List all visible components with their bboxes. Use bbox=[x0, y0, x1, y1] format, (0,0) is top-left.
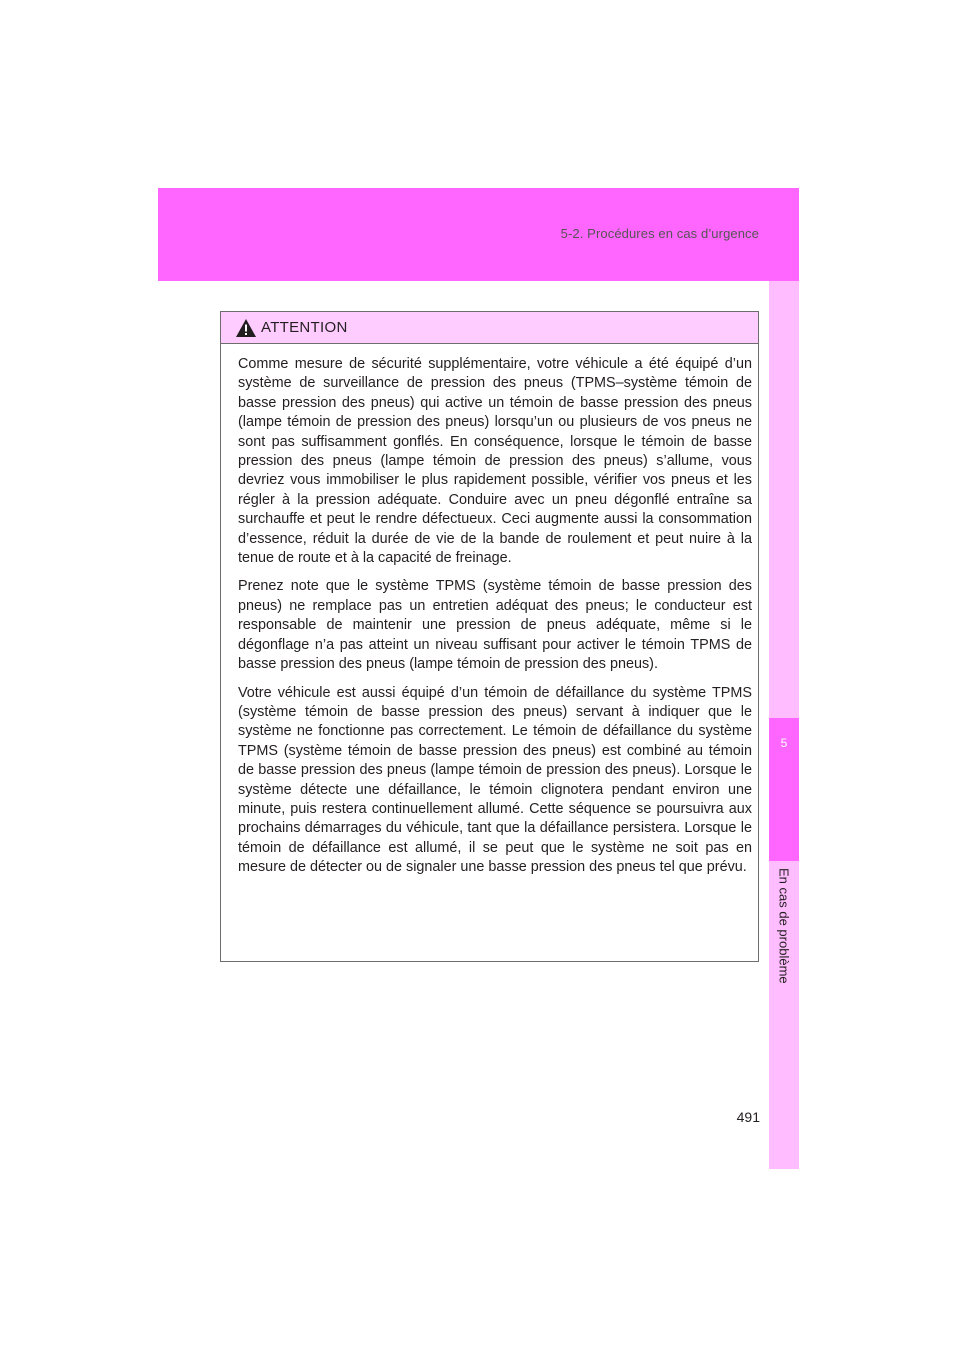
header-band bbox=[158, 188, 799, 281]
caution-label: ATTENTION bbox=[261, 319, 348, 336]
caution-paragraph: Comme mesure de sécurité supplémentaire, votre véhicule a été équipé d’un système de surveillance de pression des pneus (TPMS–système témoin de basse pression des pneus) qui active un témoin de basse pression des pneus (lampe témoin de pression des pneus) lorsqu’un ou plusieurs de vos pneus ne sont pas suffisamment gonflés. En conséquence, lorsque le témoin de basse pression des pneus (lampe témoin de pression des pneus) s’allume, vous devriez vous immobiliser le plus rapidement possible, vérifier vos pneus et les régler à la pression adéquate. Conduire avec un pneu dégonflé entraîne sa surchauffe et peut le rendre défectueux. Ceci augmente aussi la consommation d’essence, réduit la durée de vie de la bande de roulement et peut nuire à la tenue de route et à la capacité de freinage. bbox=[238, 356, 752, 567]
caution-header bbox=[221, 312, 758, 344]
chapter-title: En cas de problème bbox=[776, 868, 792, 984]
chapter-number: 5 bbox=[780, 736, 788, 750]
page-number: 491 bbox=[736, 1109, 760, 1125]
caution-paragraph: Votre véhicule est aussi équipé d’un témoin de défaillance du système TPMS (système témoin de basse pression des pneus) servant à indiquer que le système ne fonctionne pas correctement. Le témoin de défaillance du système TPMS (système témoin de basse pression des pneus) est combiné au témoin de basse pression des pneus (lampe témoin de pression des pneus). Lorsque le système détecte une défaillance, le témoin clignotera pendant environ une minute, puis restera continuellement allumé. Cette séquence se poursuivra aux prochains démarrages du véhicule, tant que la défaillance persistera. Lorsque le témoin de défaillance est allumé, il se peut que le système ne soit pas en mesure de détecter ou de signaler une basse pression des pneus tel que prévu. bbox=[238, 684, 752, 876]
caution-box bbox=[220, 311, 759, 962]
caution-paragraph: Prenez note que le système TPMS (système témoin de basse pression des pneus) ne remplace pas un entretien adéquat des pneus; le conducteur est responsable de maintenir une pression de pneus adéquate, même si le dégonflage n’a pas atteint un niveau suffisant pour activer le témoin TPMS de basse pression des pneus (lampe témoin de pression des pneus). bbox=[238, 578, 752, 673]
caution-body bbox=[221, 344, 758, 878]
section-title: 5-2. Procédures en cas d’urgence bbox=[560, 226, 759, 241]
warning-triangle-icon bbox=[235, 318, 257, 338]
